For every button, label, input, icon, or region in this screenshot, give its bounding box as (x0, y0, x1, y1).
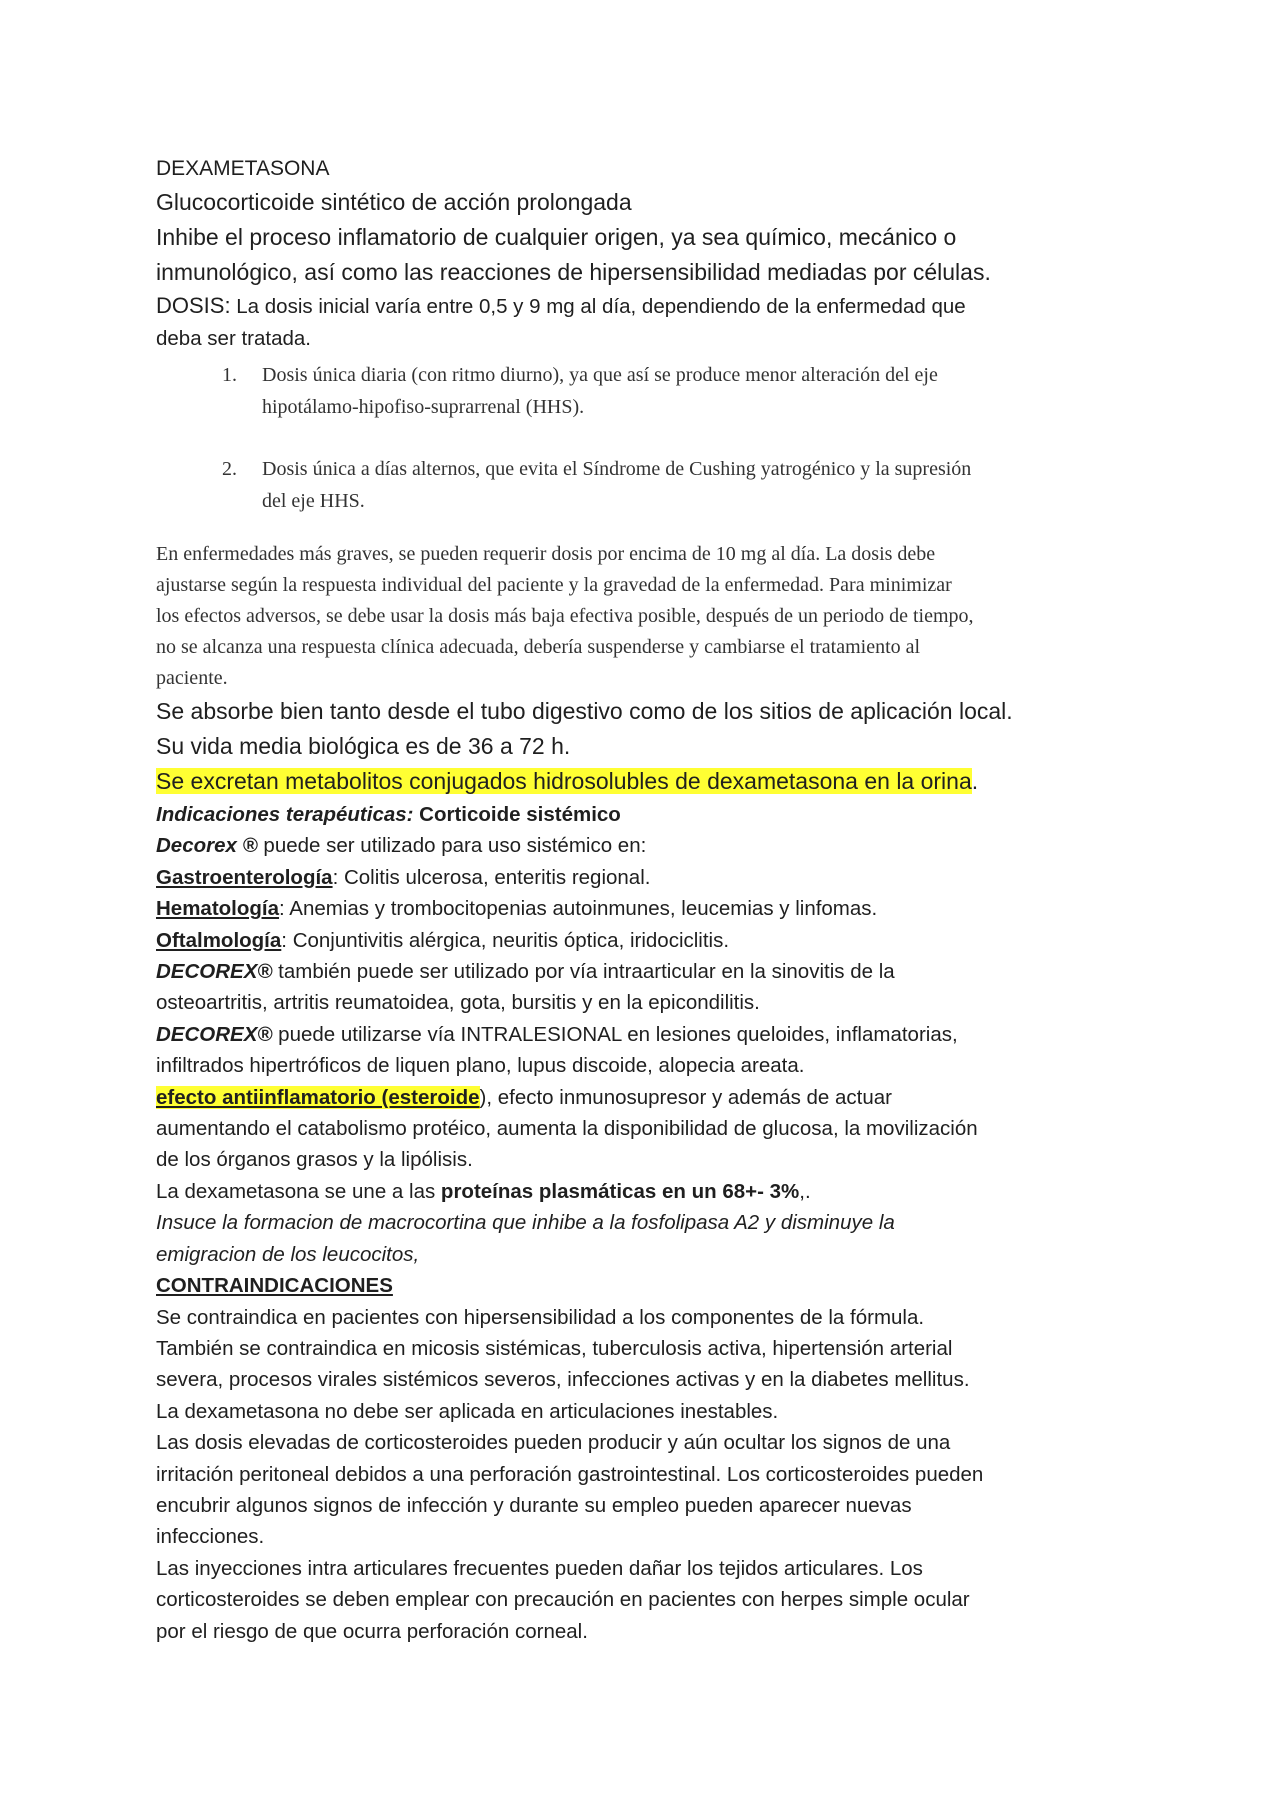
insuce-line-2: emigracion de los leucocitos, (156, 1242, 420, 1266)
decorex-text: puede ser utilizado para uso sistémico en: (257, 834, 647, 858)
contra-line: Las dosis elevadas de corticosteroides pueden producir y aún ocultar los signos de una (156, 1431, 951, 1455)
contra-line: infecciones. (156, 1525, 265, 1549)
list-item (222, 359, 1146, 423)
severe-paragraph (156, 539, 1146, 694)
dosis-line-1 (156, 290, 1146, 323)
intraarticular-line-2: osteoartritis, artritis reumatoidea, gota, bursitis y en la epicondilitis. (156, 991, 760, 1015)
intraarticular-line-1 (156, 956, 1146, 987)
intralesional-line-1 (156, 1019, 1146, 1050)
specialty-name: Gastroenterología (156, 865, 333, 889)
specialty-name: Hematología (156, 897, 280, 921)
specialty-name: Oftalmología (156, 928, 282, 952)
contra-line: severa, procesos virales sistémicos severos, infecciones activas y en la diabetes mellitus. (156, 1368, 970, 1392)
contra-line: encubrir algunos signos de infección y durante su empleo pueden aparecer nuevas (156, 1493, 912, 1517)
dosis-list (156, 359, 1146, 517)
doc-title: DEXAMETASONA (156, 157, 330, 180)
list-item-line: Dosis única a días alternos, que evita el Síndrome de Cushing yatrogénico y la supresión (262, 458, 972, 480)
severe-line: no se alcanza una respuesta clínica adecuada, debería suspenderse y cambiarse el tratamiento al (156, 636, 921, 658)
contraindications-heading: CONTRAINDICACIONES (156, 1274, 393, 1298)
intralesional-text: puede utilizarse vía INTRALESIONAL en lesiones queloides, inflamatorias, (272, 1022, 958, 1046)
dosis-label: DOSIS: (156, 293, 231, 318)
contra-line: por el riesgo de que ocurra perforación corneal. (156, 1619, 588, 1643)
intro-line-2: inmunológico, así como las reacciones de hipersensibilidad mediadas por células. (156, 259, 991, 285)
decorex-line (156, 830, 1146, 861)
list-item (222, 453, 1146, 517)
specialty-text: : Conjuntivitis alérgica, neuritis óptica, iridociclitis. (281, 928, 730, 952)
doc-subtitle: Glucocorticoide sintético de acción prolongada (156, 189, 632, 215)
severe-line: los efectos adversos, se debe usar la dosis más baja efectiva posible, después de un periodo de tiempo, (156, 605, 974, 627)
excretion-end: . (971, 768, 979, 794)
protein-bold: proteínas plasmáticas en un 68+- 3% (440, 1179, 800, 1203)
intralesional-line-2: infiltrados hipertróficos de liquen plano, lupus discoide, alopecia areata. (156, 1054, 805, 1078)
effect-line-2: aumentando el catabolismo protéico, aumenta la disponibilidad de glucosa, la movilización (156, 1117, 978, 1141)
excretion-line (156, 764, 1146, 799)
intro-line-1: Inhibe el proceso inflamatorio de cualquier origen, ya sea químico, mecánico o (156, 224, 957, 250)
severe-line: paciente. (156, 667, 228, 689)
protein-line (156, 1176, 1146, 1207)
highlighted-text: Se excretan metabolitos conjugados hidrosolubles de dexametasona en la orina (156, 768, 972, 794)
document-body (156, 153, 1146, 1647)
list-number: 2. (222, 458, 237, 480)
absorb-line-2: Su vida media biológica es de 36 a 72 h. (156, 733, 571, 759)
severe-line: ajustarse según la respuesta individual del paciente y la gravedad de la enfermedad. Para minimizar (156, 574, 952, 596)
list-item-line: Dosis única diaria (con ritmo diurno), ya que así se produce menor alteración del eje (262, 364, 938, 386)
highlighted-text: efecto antiinflamatorio (esteroide (156, 1085, 480, 1109)
contra-line: corticosteroides se deben emplear con precaución en pacientes con herpes simple ocular (156, 1588, 970, 1612)
brand-name: Decorex ® (156, 834, 258, 858)
effect-text: ), efecto inmunosupresor y además de actuar (479, 1085, 893, 1109)
dosis-line-2: deba ser tratada. (156, 327, 311, 350)
contra-line: También se contraindica en micosis sistémicas, tuberculosis activa, hipertensión arterial (156, 1336, 953, 1360)
specialty-line (156, 925, 1146, 956)
list-item-line: del eje HHS. (262, 490, 365, 512)
effect-line-1 (156, 1082, 1146, 1113)
specialty-line (156, 862, 1146, 893)
insuce-line-1: Insuce la formacion de macrocortina que inhibe a la fosfolipasa A2 y disminuye la (156, 1211, 895, 1235)
absorb-line-1: Se absorbe bien tanto desde el tubo digestivo como de los sitios de aplicación local. (156, 698, 1013, 724)
contra-line: irritación peritoneal debidos a una perforación gastrointestinal. Los corticosteroides pueden (156, 1462, 984, 1486)
contra-line: Las inyecciones intra articulares frecuentes pueden dañar los tejidos articulares. Los (156, 1556, 923, 1580)
indications-value: Corticoide sistémico (413, 803, 621, 826)
indications-label: Indicaciones terapéuticas: (156, 803, 414, 826)
indications-section (156, 799, 1146, 1647)
brand-name: DECOREX® (156, 1022, 273, 1046)
specialty-line (156, 893, 1146, 924)
list-item-line: hipotálamo-hipofiso-suprarrenal (HHS). (262, 396, 585, 418)
contra-line: La dexametasona no debe ser aplicada en articulaciones inestables. (156, 1399, 779, 1423)
effect-line-3: de los órganos grasos y la lipólisis. (156, 1148, 473, 1172)
intraarticular-text: también puede ser utilizado por vía intraarticular en la sinovitis de la (272, 960, 895, 984)
dosis-text: La dosis inicial varía entre 0,5 y 9 mg al día, dependiendo de la enfermedad que (230, 295, 966, 318)
list-number: 1. (222, 364, 237, 386)
protein-pre: La dexametasona se une a las (156, 1179, 441, 1203)
brand-name: DECOREX® (156, 960, 273, 984)
severe-line: En enfermedades más graves, se pueden requerir dosis por encima de 10 mg al día. La dosis debe (156, 543, 936, 565)
contra-line: Se contraindica en pacientes con hipersensibilidad a los componentes de la fórmula. (156, 1305, 925, 1329)
specialty-text: : Colitis ulcerosa, enteritis regional. (332, 865, 651, 889)
protein-post: ,. (799, 1179, 811, 1203)
indications-heading (156, 799, 1146, 830)
specialty-text: : Anemias y trombocitopenias autoinmunes, leucemias y linfomas. (279, 897, 878, 921)
